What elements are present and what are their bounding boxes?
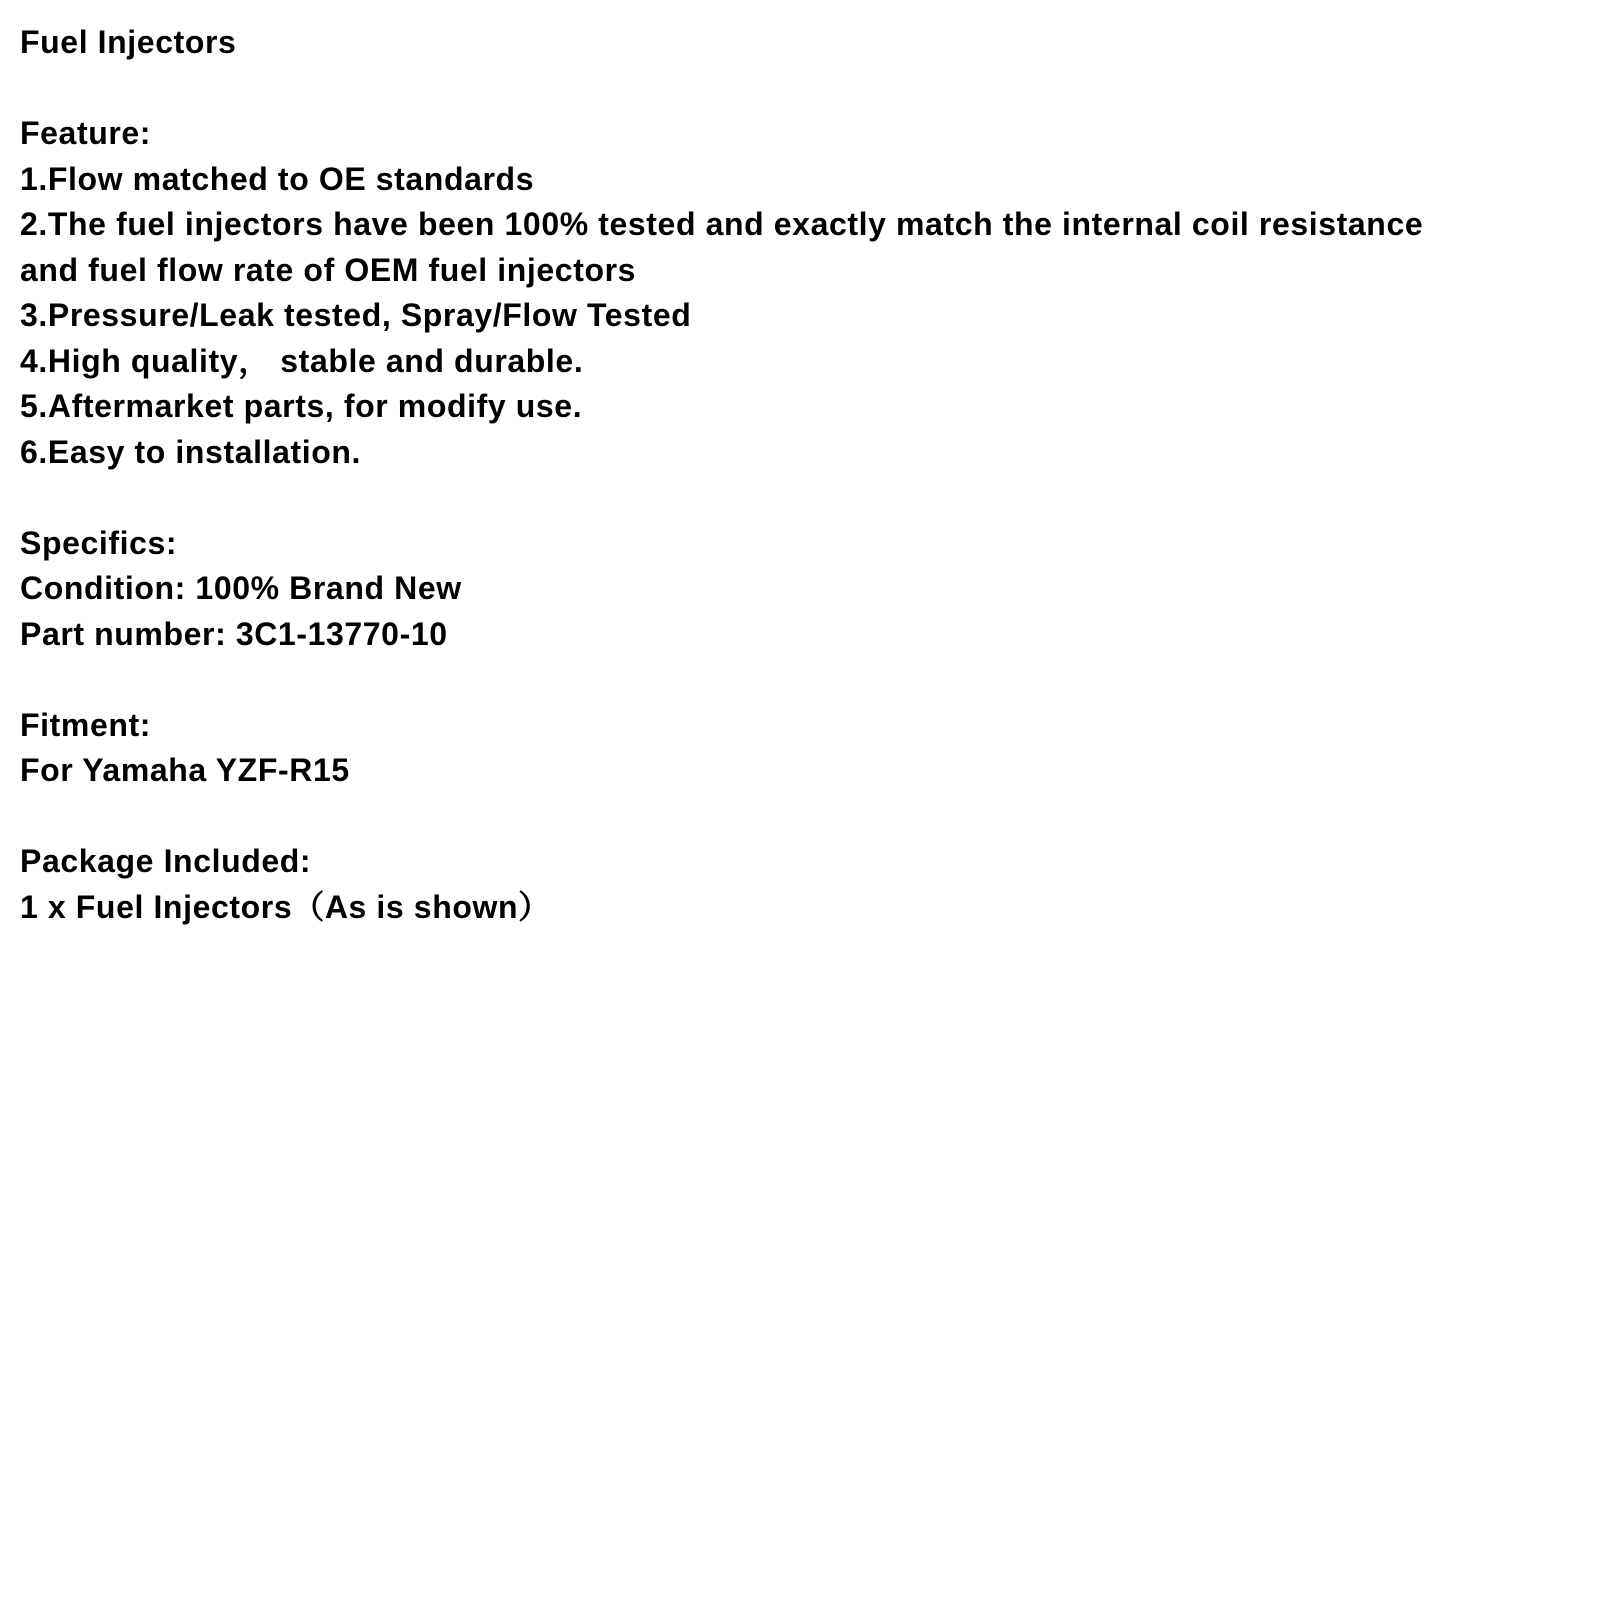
- feature-item: and fuel flow rate of OEM fuel injectors: [20, 251, 637, 288]
- feature-item: 5.Aftermarket parts, for modify use.: [20, 388, 583, 424]
- spacer: [20, 657, 1590, 703]
- feature-item: 1.Flow matched to OE standards: [20, 160, 535, 197]
- feature-heading: Feature:: [20, 115, 152, 151]
- condition-text: Condition: 100% Brand New: [20, 570, 462, 606]
- fitment-model: For Yamaha YZF-R15: [20, 752, 350, 788]
- spacer: [20, 475, 1590, 521]
- feature-item: 3.Pressure/Leak tested, Spray/Flow Tested: [20, 297, 692, 333]
- feature-item: 4.High quality， stable and durable.: [20, 342, 584, 379]
- spacer: [20, 66, 1590, 112]
- document-title: Fuel Injectors: [20, 24, 237, 60]
- product-description: [20, 20, 1590, 930]
- package-heading: Package Included:: [20, 843, 312, 879]
- feature-item: 2.The fuel injectors have been 100% tested and exactly match the internal coil resistance: [20, 206, 1424, 242]
- package-contents: 1 x Fuel Injectors（As is shown）: [20, 888, 551, 925]
- spacer: [20, 794, 1590, 840]
- specifics-heading: Specifics:: [20, 524, 178, 561]
- fitment-heading: Fitment:: [20, 706, 152, 743]
- part-number-text: Part number: 3C1-13770-10: [20, 615, 448, 652]
- feature-item: 6.Easy to installation.: [20, 433, 362, 470]
